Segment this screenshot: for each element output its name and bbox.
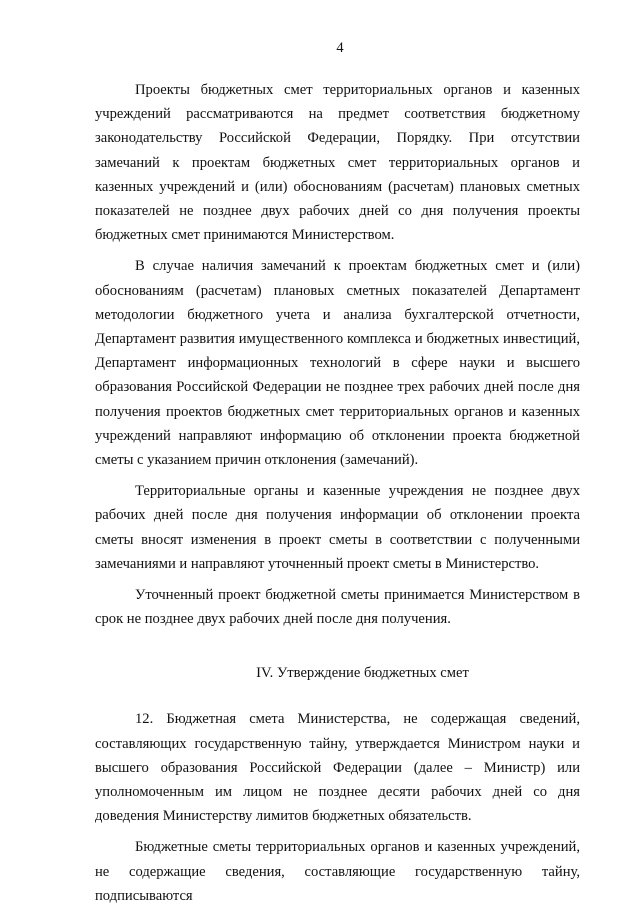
page-number: 4 bbox=[336, 40, 344, 56]
paragraph-item-12: 12. Бюджетная смета Министерства, не содержащая сведений, составляющих государственную тайну, утверждается Министром науки и высшего образования Российской Федерации (далее – Министр) или уполномоченным им лицом не позднее десяти рабочих дней со дня доведения Министерству лимитов бюджетных обязательств. bbox=[95, 711, 580, 825]
paragraph-remarks-procedure: В случае наличия замечаний к проектам бюджетных смет и (или) обоснованиям (расчетам) плановых сметных показателей Департамент методологии бюджетного учета и анализа бухгалтерской отчетности, Департамент развития имущественного комплекса и бюджетных инвестиций, Департамент информационных технологий в сфере науки и высшего образования Российской Федерации не позднее трех рабочих дней после дня получения проектов бюджетных смет территориальных органов и казенных учреждений направляют информацию об отклонении проекта бюджетной сметы с указанием причин отклонения (замечаний). bbox=[95, 258, 580, 469]
section-heading: IV. Утверждение бюджетных смет bbox=[256, 665, 469, 682]
paragraph-acceptance-of-revised: Уточненный проект бюджетной сметы принимается Министерством в срок не позднее двух рабочих дней после дня получения. bbox=[95, 587, 580, 628]
paragraph-review-of-estimates: Проекты бюджетных смет территориальных органов и казенных учреждений рассматриваются на предмет соответствия бюджетному законодательству Российской Федерации, Порядку. При отсутствии замечаний к проектам бюджетных смет территориальных органов и казенных учреждений и (или) обоснованиям (расчетам) плановых сметных показателей не позднее двух рабочих дней со дня получения проекты бюджетных смет принимаются Министерством. bbox=[95, 82, 580, 244]
paragraph-corrections: Территориальные органы и казенные учреждения не позднее двух рабочих дней после дня получения информации об отклонении проекта сметы вносят изменения в проект сметы в соответствии с полученными замечаниями и направляют уточненный проект сметы в Министерство. bbox=[95, 483, 580, 572]
document-body bbox=[95, 78, 580, 915]
paragraph-signing-of-estimates: Бюджетные сметы территориальных органов и казенных учреждений, не содержащие сведения, составляющие государственную тайну, подписываются bbox=[95, 839, 580, 904]
